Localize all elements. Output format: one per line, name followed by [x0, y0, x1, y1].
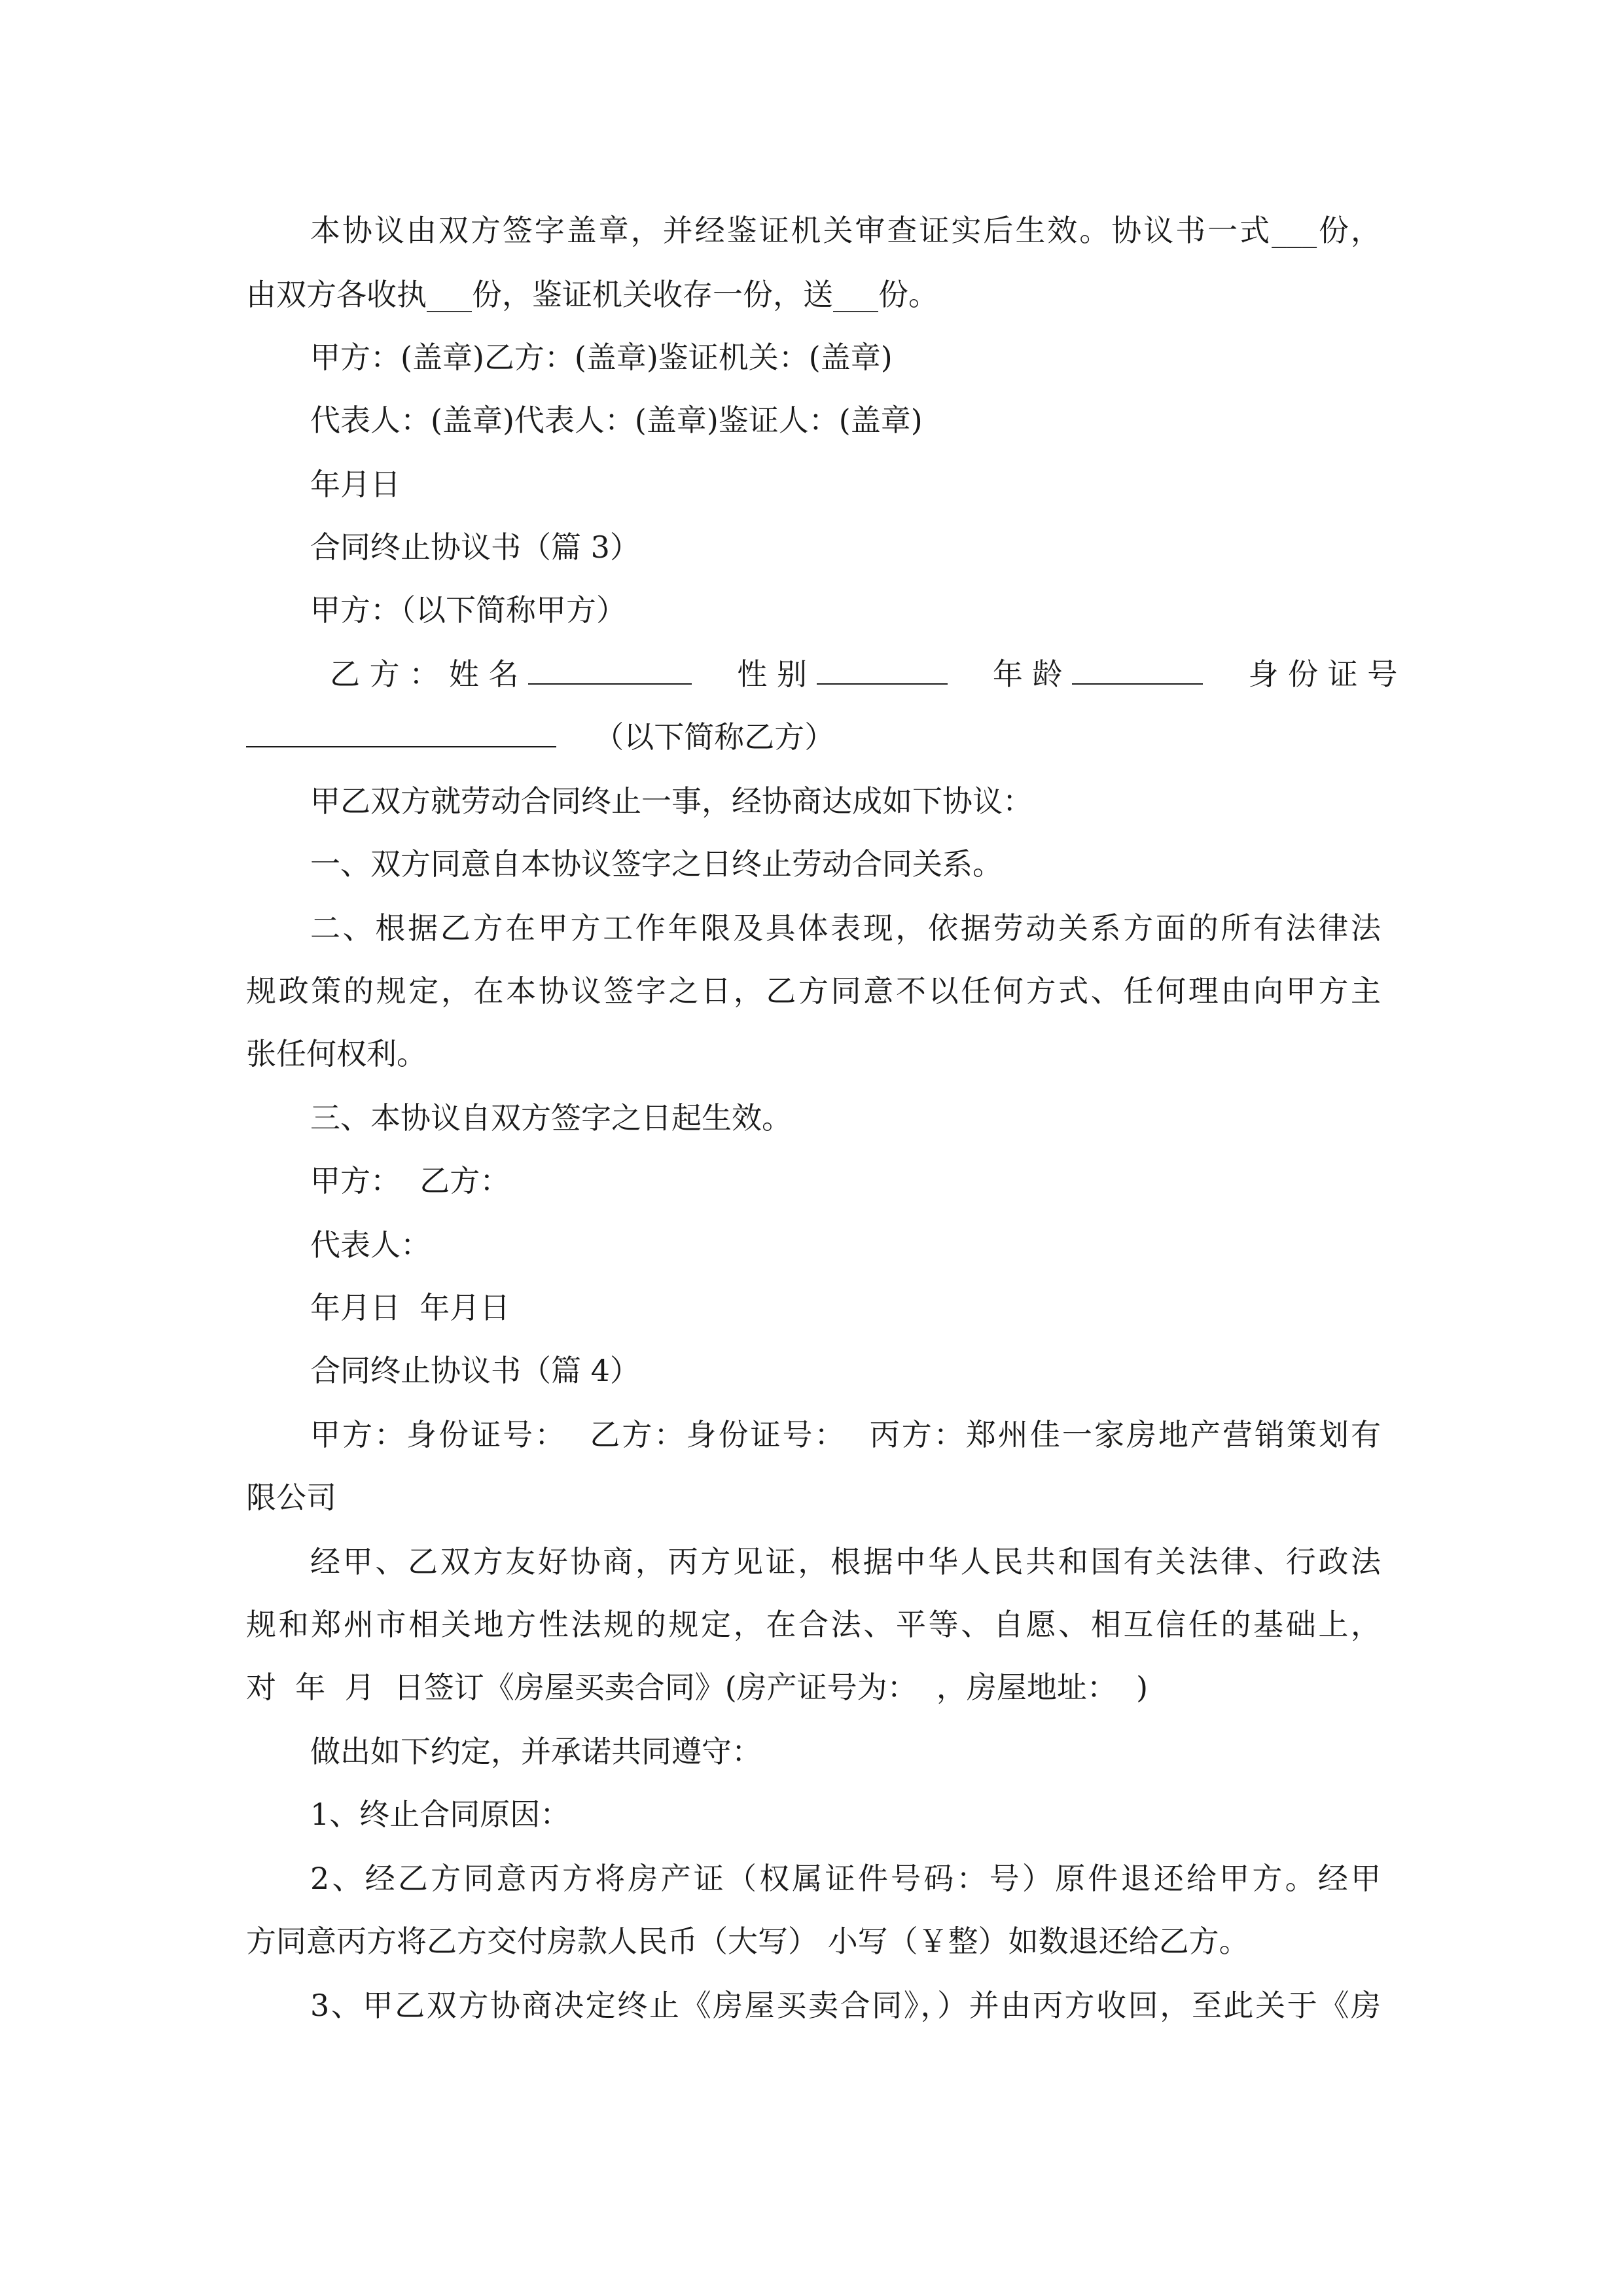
- party-line: 甲方：（以下简称甲方）: [310, 592, 626, 628]
- field-gender-label: 性 别: [737, 656, 807, 692]
- date-line: 年月日 年月日: [310, 1290, 510, 1325]
- date-line: 年月日: [310, 467, 401, 502]
- section-title: 合同终止协议书（篇 4）: [310, 1353, 640, 1388]
- clause-line: 3、甲乙双方协商决定终止《房屋买卖合同》，）并由丙方收回，至此关于《房: [310, 1988, 1381, 2023]
- party-b-id-line: [246, 717, 834, 757]
- paragraph-line: 做出如下约定，并承诺共同遵守：: [310, 1734, 762, 1769]
- blank-underline: [817, 655, 948, 685]
- clause-line: 张任何权利。: [246, 1036, 427, 1071]
- paragraph-line: 规和郑州市相关地方性法规的规定，在合法、平等、自愿、相互信任的基础上，: [246, 1607, 1381, 1642]
- signature-line: 甲方： 乙方：: [310, 1163, 510, 1198]
- abbreviation-text: （以下简称乙方）: [594, 719, 835, 755]
- clause-line: 1、终止合同原因：: [310, 1797, 571, 1832]
- clause-line: 方同意丙方将乙方交付房款人民币（大写） 小写（￥整）如数退还给乙方。: [246, 1924, 1249, 1959]
- party-b-fields: [330, 655, 1398, 694]
- field-name-label: 乙 方 ： 姓 名: [330, 656, 519, 692]
- clause-line: 三、本协议自双方签字之日起生效。: [310, 1100, 792, 1136]
- paragraph-line: 对 年 月 日签订《房屋买卖合同》(房产证号为： ，房屋地址： ): [246, 1670, 1149, 1705]
- field-age-label: 年 龄: [992, 656, 1063, 692]
- signature-line: 代表人：(盖章)代表人：(盖章)鉴证人：(盖章): [310, 403, 923, 438]
- paragraph-line: 经甲、乙双方友好协商，丙方见证，根据中华人民共和国有关法律、行政法: [310, 1544, 1381, 1579]
- blank-underline: [1072, 655, 1203, 685]
- party-line: 限公司: [246, 1480, 336, 1515]
- clause-line: 2、经乙方同意丙方将房产证（权属证件号码：号）原件退还给甲方。经甲: [310, 1861, 1381, 1896]
- signature-line: 甲方：(盖章)乙方：(盖章)鉴证机关：(盖章): [310, 340, 893, 375]
- blank-underline: [528, 655, 692, 685]
- clause-line: 一、双方同意自本协议签字之日终止劳动合同关系。: [310, 846, 1003, 882]
- paragraph-line: 由双方各收执___份，鉴证机关收存一份，送___份。: [246, 277, 938, 312]
- section-title: 合同终止协议书（篇 3）: [310, 529, 640, 565]
- field-id-label: 身 份 证 号: [1248, 656, 1398, 692]
- paragraph-line: 本协议由双方签字盖章，并经鉴证机关审查证实后生效。协议书一式___份，: [310, 213, 1381, 248]
- signature-line: 代表人：: [310, 1227, 431, 1263]
- party-line: 甲方：身份证号： 乙方：身份证号： 丙方：郑州佳一家房地产营销策划有: [310, 1417, 1381, 1452]
- paragraph-line: 甲乙双方就劳动合同终止一事，经协商达成如下协议：: [310, 783, 1033, 819]
- blank-underline: [246, 717, 556, 747]
- clause-line: 规政策的规定，在本协议签字之日，乙方同意不以任何方式、任何理由向甲方主: [246, 973, 1381, 1009]
- clause-line: 二、根据乙方在甲方工作年限及具体表现，依据劳动关系方面的所有法律法: [310, 910, 1381, 946]
